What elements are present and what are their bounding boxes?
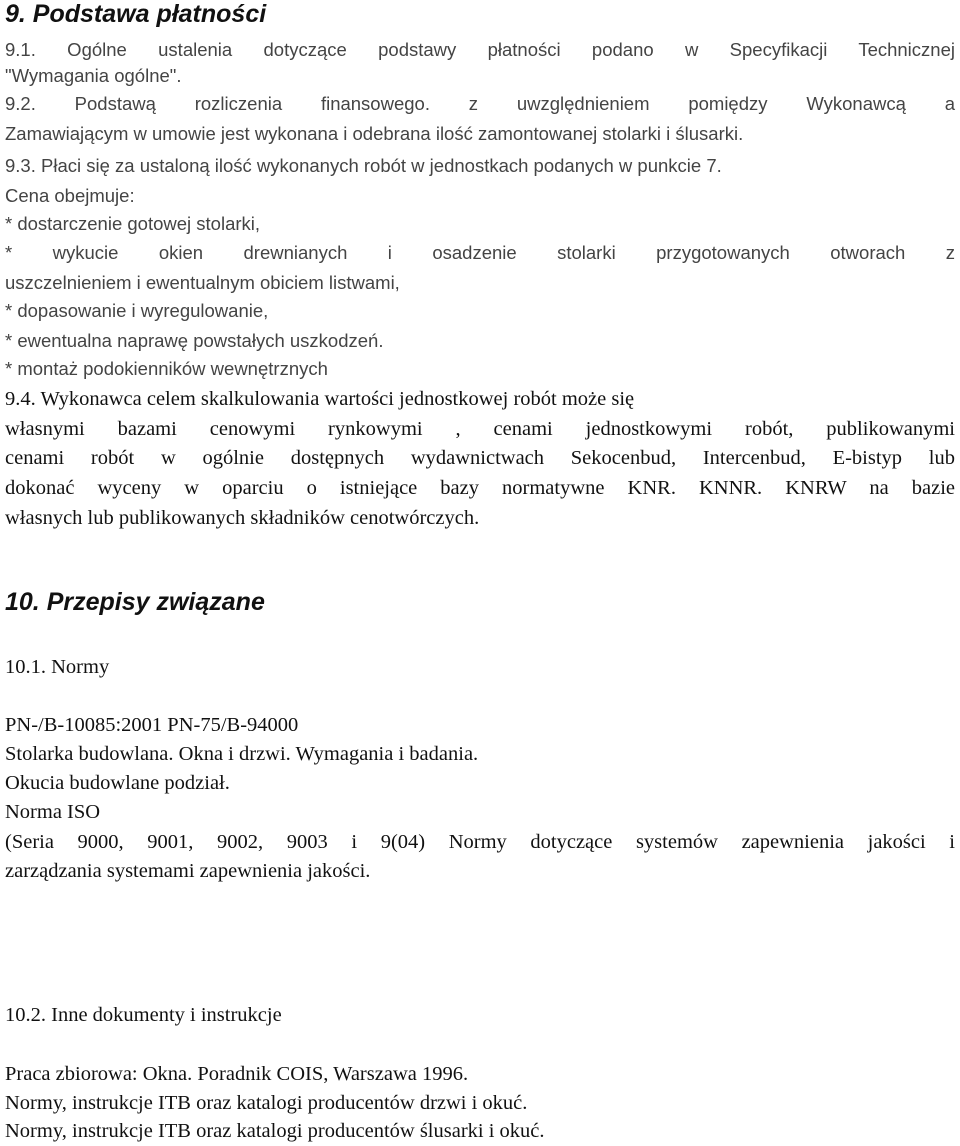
paragraph-9-3-line-1: 9.3. Płaci się za ustaloną ilość wykonanych robót w jednostkach podanych w punkcie 7. xyxy=(5,155,722,176)
document-line: Praca zbiorowa: Okna. Poradnik COIS, Warszawa 1996. xyxy=(5,1063,469,1085)
document-line: Normy, instrukcje ITB oraz katalogi producentów ślusarki i okuć. xyxy=(5,1120,545,1142)
list-item: uszczelnieniem i ewentualnym obiciem listwami, xyxy=(5,272,400,293)
norm-line: (Seria 9000, 9001, 9002, 9003 i 9(04) Normy dotyczące systemów zapewnienia jakości i xyxy=(5,831,955,853)
list-item: * dostarczenie gotowej stolarki, xyxy=(5,213,261,234)
paragraph-9-1-line-1: 9.1. Ogólne ustalenia dotyczące podstawy płatności podano w Specyfikacji Technicznej xyxy=(5,39,955,60)
list-item: * ewentualna naprawę powstałych uszkodzeń. xyxy=(5,330,384,351)
list-item: * wykucie okien drewnianych i osadzenie stolarki przygotowanych otworach z xyxy=(5,242,955,263)
section-10-heading: 10. Przepisy związane xyxy=(5,588,265,616)
norm-line: Okucia budowlane podział. xyxy=(5,772,230,794)
subsection-10-2-heading: 10.2. Inne dokumenty i instrukcje xyxy=(5,1004,282,1026)
section-9-heading: 9. Podstawa płatności xyxy=(5,0,267,28)
document-line: Normy, instrukcje ITB oraz katalogi producentów drzwi i okuć. xyxy=(5,1092,528,1114)
paragraph-9-2-line-1: 9.2. Podstawą rozliczenia finansowego. z uwzględnieniem pomiędzy Wykonawcą a xyxy=(5,93,955,114)
paragraph-9-4-line: dokonać wyceny w oparciu o istniejące bazy normatywne KNR. KNNR. KNRW na bazie xyxy=(5,477,955,499)
paragraph-9-4-line: własnymi bazami cenowymi rynkowymi , cenami jednostkowymi robót, publikowanymi xyxy=(5,418,955,440)
list-item: * dopasowanie i wyregulowanie, xyxy=(5,300,269,321)
subsection-10-1-heading: 10.1. Normy xyxy=(5,656,110,678)
norm-line: zarządzania systemami zapewnienia jakości. xyxy=(5,860,371,882)
norm-line: Norma ISO xyxy=(5,801,101,823)
paragraph-9-1-line-2: "Wymagania ogólne". xyxy=(5,65,182,86)
paragraph-9-3-line-2: Cena obejmuje: xyxy=(5,185,135,206)
paragraph-9-4-line: własnych lub publikowanych składników cenotwórczych. xyxy=(5,507,480,529)
norm-line: Stolarka budowlana. Okna i drzwi. Wymagania i badania. xyxy=(5,743,479,765)
paragraph-9-2-line-2: Zamawiającym w umowie jest wykonana i odebrana ilość zamontowanej stolarki i ślusarki. xyxy=(5,123,744,144)
norm-line: PN-/B-10085:2001 PN-75/B-94000 xyxy=(5,714,299,736)
paragraph-9-4-line: 9.4. Wykonawca celem skalkulowania wartości jednostkowej robót może się xyxy=(5,388,635,410)
list-item: * montaż podokienników wewnętrznych xyxy=(5,358,328,379)
paragraph-9-4-line: cenami robót w ogólnie dostępnych wydawnictwach Sekocenbud, Intercenbud, E-bistyp lub xyxy=(5,447,955,469)
